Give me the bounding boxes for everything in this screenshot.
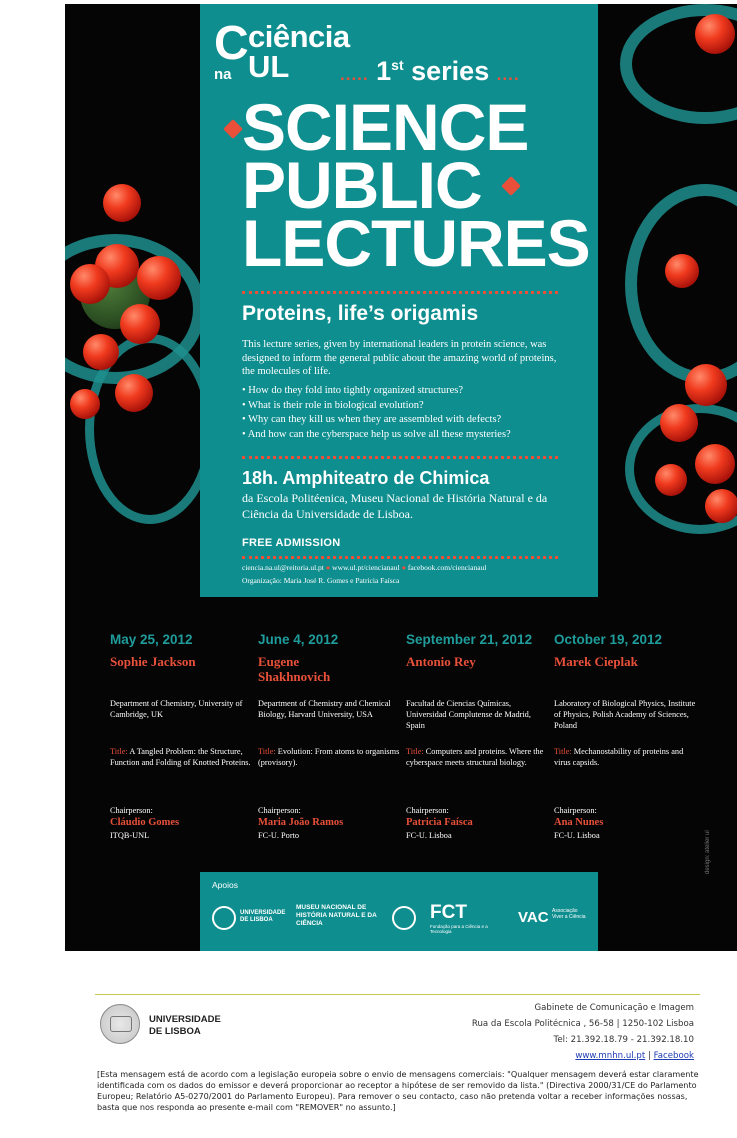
- chair-institution: FC-U. Lisboa: [554, 831, 600, 840]
- chair-institution: FC-U. Porto: [258, 831, 300, 840]
- logo-word-ciencia: ciência: [248, 19, 350, 54]
- lecture-card: [406, 632, 551, 840]
- contact-facebook: facebook.com/ciencianaul: [407, 563, 487, 572]
- dotted-divider: [242, 456, 558, 459]
- protein-atom-red: [705, 489, 737, 523]
- office-name: Gabinete de Comunicação e Imagem: [534, 1003, 694, 1013]
- contact-email: ciencia.na.ul@reitoria.ul.pt: [242, 563, 324, 572]
- contact-website: www.ul.pt/ciencianaul: [332, 563, 400, 572]
- ul-seal-icon: [212, 906, 236, 930]
- protein-atom-red: [70, 389, 100, 419]
- university-name: UNIVERSIDADE DE LISBOA: [149, 1014, 221, 1037]
- university-seal-icon: [100, 1004, 140, 1044]
- sponsor-vac: VAC: [518, 909, 549, 926]
- dotted-divider: [242, 291, 558, 294]
- protein-atom-red: [120, 304, 160, 344]
- chair-institution: ITQB-UNL: [110, 831, 150, 840]
- lecture-affiliation: Facultad de Ciencias Químicas, Universidad Complutense de Madrid, Spain: [406, 699, 531, 730]
- poster-credit: design: atelier ul: [705, 830, 711, 874]
- list-item: • Why can they kill us when they are assembled with defects?: [242, 414, 502, 425]
- lecture-date: September 21, 2012: [406, 632, 533, 647]
- chair-label: Chairperson:: [406, 806, 449, 815]
- lecture-speaker: Antonio Rey: [406, 654, 476, 669]
- sponsor-fct-sub: Fundação para a Ciência e a Tecnologia: [430, 924, 488, 934]
- lecture-date: June 4, 2012: [258, 632, 339, 647]
- sponsor-ul: UNIVERSIDADE DE LISBOA: [240, 910, 286, 923]
- lecture-speaker: Eugene Shakhnovich: [258, 654, 331, 684]
- lecture-date: October 19, 2012: [554, 632, 663, 647]
- chair-institution: FC-U. Lisboa: [406, 831, 452, 840]
- lecture-card: [110, 632, 255, 840]
- lecture-affiliation: Department of Chemistry and Chemical Biology, Harvard University, USA: [258, 699, 391, 719]
- list-item: • What is their role in biological evolution?: [242, 399, 424, 411]
- list-item: • And how can the cyberspace help us solve all these mysteries?: [242, 428, 511, 440]
- protein-atom-red: [665, 254, 699, 288]
- dotted-divider: [242, 556, 558, 559]
- venue-heading: 18h. Amphiteatro de Chimica: [242, 468, 490, 488]
- museu-seal-icon: [392, 906, 416, 930]
- protein-atom-red: [83, 334, 119, 370]
- lecture-title: Title: A Tangled Problem: the Structure, Function and Folding of Knotted Proteins.: [110, 747, 251, 767]
- logo-word-na: na: [214, 66, 232, 83]
- protein-atom-red: [655, 464, 687, 496]
- sponsor-vac-sub: Associação Viver a Ciência: [552, 908, 586, 920]
- series-label: ..... 1st series ....: [340, 56, 520, 86]
- legal-disclaimer: [Esta mensagem está de acordo com a legislação europeia sobre o envio de mensagens comerciais: "Qualquer mensagem deverá estar claramente identificada com os dados do emissor e deverá proporcionar ao receptor a hipótese de ser removido da lista." (Directiva 2000/31/CE do Parlamento Europeu; Relatório A5-0270/2001 do Parlamento Europeu). Para remover o seu contacto, caso não pretenda voltar a receber informações nossas, basta que nos responda ao presente e-mail com "REMOVER" no assunto.]: [97, 1069, 699, 1112]
- list-item: • How do they fold into tightly organized structures?: [242, 385, 464, 396]
- sponsors-label: Apoios: [212, 880, 238, 890]
- protein-atom-red: [103, 184, 141, 222]
- chair-label: Chairperson:: [258, 806, 301, 815]
- facebook-link[interactable]: Facebook: [653, 1051, 694, 1061]
- office-address: Rua da Escola Politécnica , 56-58 | 1250-102 Lisboa: [471, 1019, 694, 1029]
- website-link[interactable]: www.mnhn.ul.pt: [575, 1051, 646, 1061]
- protein-atom-red: [685, 364, 727, 406]
- lecture-card: [258, 632, 403, 840]
- poster-title: SCIENCE PUBLIC LECTURES: [242, 90, 590, 280]
- logo-c-mark: C: [214, 17, 249, 70]
- protein-atom-red: [70, 264, 110, 304]
- lecture-speaker: Sophie Jackson: [110, 654, 196, 669]
- sponsor-museu: MUSEU NACIONAL DE HISTÓRIA NATURAL E DA CIÊNCIA: [296, 904, 377, 927]
- lecture-speaker: Marek Cieplak: [554, 654, 638, 669]
- office-phone: Tel: 21.392.18.79 - 21.392.18.10: [553, 1035, 694, 1045]
- contact-line: [242, 563, 486, 572]
- lecture-date: May 25, 2012: [110, 632, 193, 647]
- office-links: www.mnhn.ul.pt | Facebook: [575, 1051, 694, 1061]
- sponsors-bar: [200, 872, 598, 951]
- poster-teal-panel: [200, 4, 598, 597]
- chair-name: Patricia Faísca: [406, 817, 473, 828]
- lecture-affiliation: Laboratory of Biological Physics, Institute of Physics, Polish Academy of Sciences, Poland: [554, 699, 696, 730]
- protein-atom-red: [695, 14, 735, 54]
- organization-credit: Organização: Maria José R. Gomes e Patricia Faísca: [242, 576, 400, 585]
- sponsor-fct: FCT: [430, 902, 467, 923]
- bullet-icon: ●: [401, 563, 406, 572]
- protein-atom-red: [115, 374, 153, 412]
- poster-subheading: Proteins, life’s origamis: [242, 302, 479, 325]
- lecture-title: Title: Computers and proteins. Where the cyberspace meets structural biology.: [406, 747, 544, 767]
- venue-description: da Escola Politéenica, Museu Nacional de História Natural e da Ciência da Universidade de Lisboa.: [242, 491, 548, 521]
- chair-name: Maria João Ramos: [258, 817, 344, 828]
- lecture-card: [554, 632, 699, 840]
- event-poster: [65, 4, 737, 951]
- footer-divider: [95, 994, 700, 995]
- hexagon-decoration-icon: [223, 119, 243, 139]
- office-contact: [472, 1000, 694, 1064]
- protein-atom-red: [695, 444, 735, 484]
- logo-word-ul: UL: [248, 49, 290, 84]
- chair-name: Cláudio Gomes: [110, 817, 180, 828]
- poster-intro: This lecture series, given by international leaders in protein science, was designed to inform the general public about the amazing world of proteins, the molecules of life.: [242, 339, 557, 377]
- question-list: [242, 384, 562, 442]
- ciencia-na-ul-logo: [214, 17, 350, 84]
- lecture-schedule: [110, 632, 710, 852]
- lecture-affiliation: Department of Chemistry, University of Cambridge, UK: [110, 699, 243, 719]
- protein-atom-red: [660, 404, 698, 442]
- bullet-icon: ●: [325, 563, 331, 572]
- chair-label: Chairperson:: [110, 806, 153, 815]
- chair-label: Chairperson:: [554, 806, 597, 815]
- chair-name: Ana Nunes: [554, 817, 604, 828]
- lecture-title: Title: Mechanostability of proteins and virus capsids.: [554, 747, 684, 767]
- protein-atom-red: [137, 256, 181, 300]
- free-admission-label: FREE ADMISSION: [242, 537, 341, 549]
- lecture-title: Title: Evolution: From atoms to organisms (provisory).: [258, 747, 400, 767]
